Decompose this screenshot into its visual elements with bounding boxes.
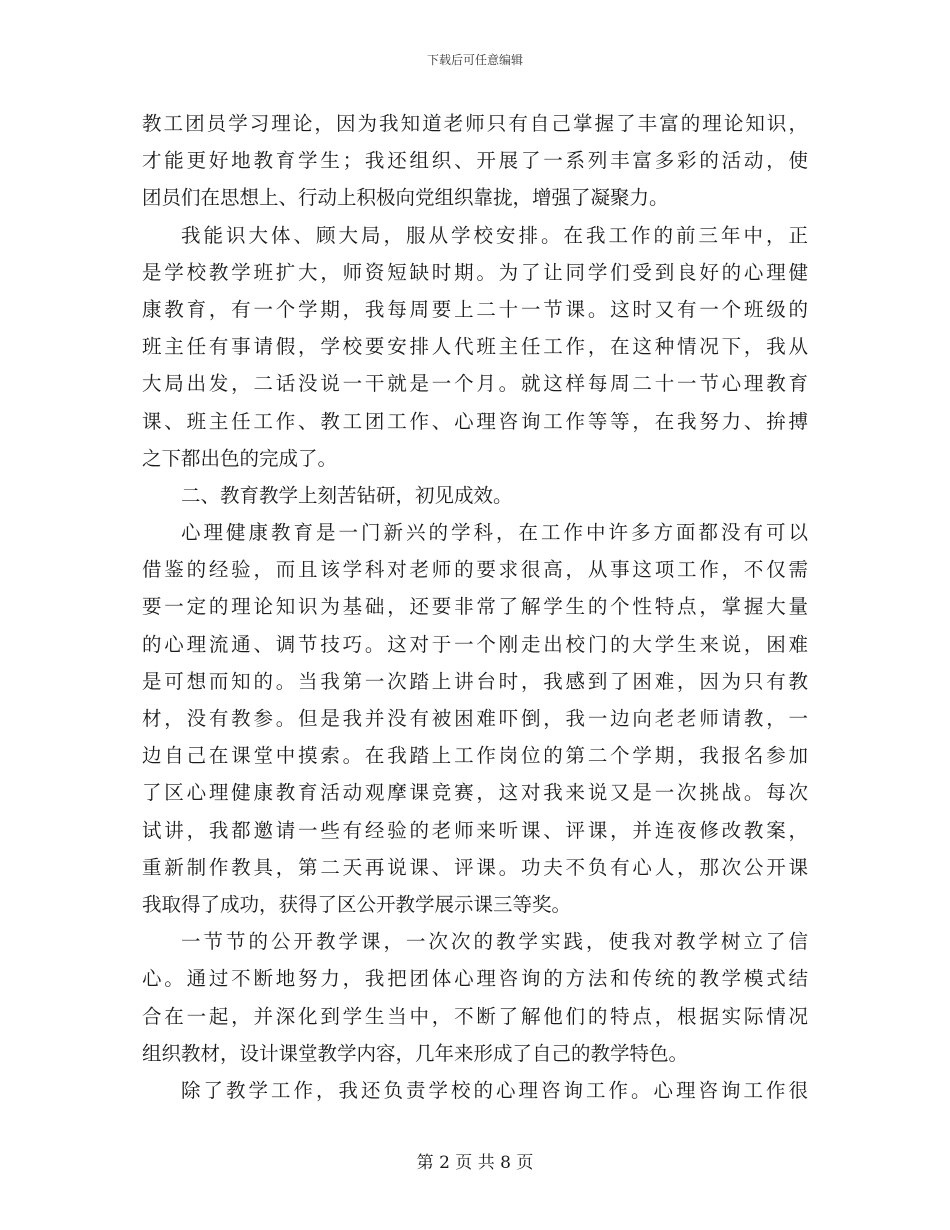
text-line: 康教育，有一个学期，我每周要上二十一节课。这时又有一个班级的 xyxy=(142,297,808,321)
text-line: 二、教育教学上刻苦钻研，初见成效。 xyxy=(181,483,513,507)
page-header-note: 下载后可任意编辑 xyxy=(426,53,523,67)
text-line: 边自己在课堂中摸索。在我踏上工作岗位的第二个学期，我报名参加 xyxy=(142,744,808,768)
text-line: 是学校教学班扩大，师资短缺时期。为了让同学们受到良好的心理健 xyxy=(142,260,808,284)
page-number: 第 2 页 共 8 页 xyxy=(416,1153,534,1173)
text-line: 试讲，我都邀请一些有经验的老师来听课、评课，并连夜修改教案， xyxy=(142,818,808,842)
text-line: 教工团员学习理论，因为我知道老师只有自己掌握了丰富的理论知识， xyxy=(142,112,808,135)
text-line: 课、班主任工作、教工团工作、心理咨询工作等等，在我努力、拚搏 xyxy=(142,409,808,433)
text-line: 我取得了成功，获得了区公开教学展示课三等奖。 xyxy=(142,892,572,916)
document-body xyxy=(142,105,808,1109)
text-line: 是可想而知的。当我第一次踏上讲台时，我感到了困难，因为只有教 xyxy=(142,669,808,693)
text-line: 心。通过不断地努力，我把团体心理咨询的方法和传统的教学模式结 xyxy=(142,967,808,991)
text-line: 我能识大体、顾大局，服从学校安排。在我工作的前三年中，正 xyxy=(181,223,808,247)
text-line: 除了教学工作，我还负责学校的心理咨询工作。心理咨询工作很 xyxy=(181,1078,808,1102)
text-line: 团员们在思想上、行动上积极向党组织靠拢，增强了凝聚力。 xyxy=(142,186,669,210)
text-line: 的心理流通、调节技巧。这对于一个刚走出校门的大学生来说，困难 xyxy=(142,632,808,656)
text-line: 一节节的公开教学课，一次次的教学实践，使我对教学树立了信 xyxy=(181,930,808,954)
text-line: 心理健康教育是一门新兴的学科，在工作中许多方面都没有可以 xyxy=(181,521,808,545)
text-line: 才能更好地教育学生；我还组织、开展了一系列丰富多彩的活动，使 xyxy=(142,149,808,173)
text-line: 了区心理健康教育活动观摩课竞赛，这对我来说又是一次挑战。每次 xyxy=(142,781,808,805)
text-line: 要一定的理论知识为基础，还要非常了解学生的个性特点，掌握大量 xyxy=(142,595,808,619)
text-line: 大局出发，二话没说一干就是一个月。就这样每周二十一节心理教育 xyxy=(142,372,808,396)
text-line: 借鉴的经验，而且该学科对老师的要求很高，从事这项工作，不仅需 xyxy=(142,558,808,582)
text-line: 材，没有教参。但是我并没有被困难吓倒，我一边向老老师请教，一 xyxy=(142,707,808,730)
text-line: 重新制作教具，第二天再说课、评课。功夫不负有心人，那次公开课 xyxy=(142,855,808,879)
text-line: 班主任有事请假，学校要安排人代班主任工作，在这种情况下，我从 xyxy=(142,335,808,359)
text-line: 合在一起，并深化到学生当中，不断了解他们的特点，根据实际情况 xyxy=(142,1004,808,1028)
text-line: 之下都出色的完成了。 xyxy=(142,446,338,470)
text-line: 组织教材，设计课堂教学内容，几年来形成了自己的教学特色。 xyxy=(142,1041,689,1065)
